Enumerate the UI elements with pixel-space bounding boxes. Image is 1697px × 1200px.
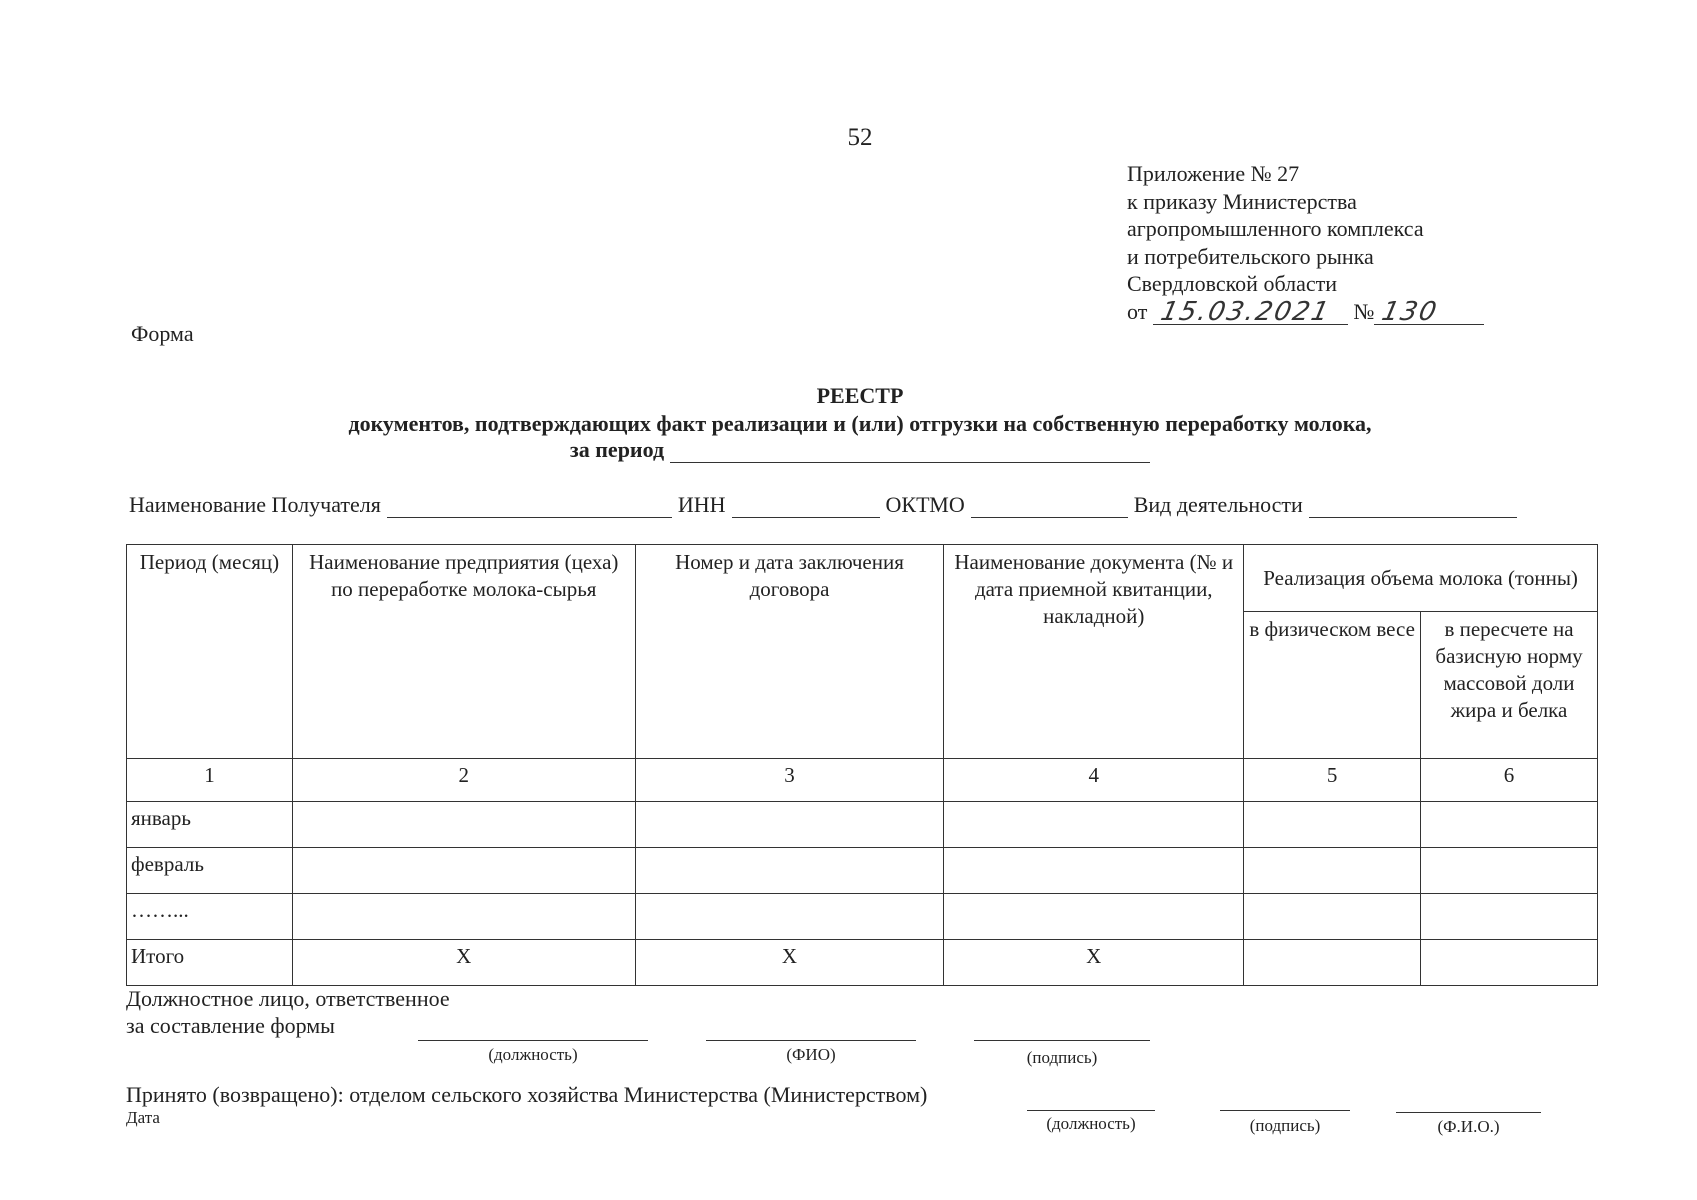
handwritten-date: 15.03.2021 [1157, 296, 1334, 327]
page-number: 52 [847, 124, 873, 151]
table-cell[interactable] [1244, 802, 1421, 848]
appendix-line: Приложение № 27 [1127, 161, 1300, 186]
header-enterprise: Наименование предприятия (цеха) по переработке молока-сырья [292, 545, 635, 759]
header-physical-weight: в физическом весе [1244, 612, 1421, 759]
table-header-row [127, 545, 1598, 612]
table-cell[interactable] [944, 894, 1244, 940]
registry-table [126, 544, 1598, 986]
activity-field[interactable] [1309, 497, 1517, 518]
appendix-block [1127, 160, 1484, 325]
caption-name: (ФИО) [786, 1045, 836, 1064]
caption-signature: (подпись) [1249, 1116, 1321, 1135]
table-row [127, 848, 1598, 894]
document-title: РЕЕСТР [816, 383, 904, 408]
table-total-row [127, 940, 1598, 986]
appendix-line: агропромышленного комплекса [1127, 216, 1424, 241]
table-row [127, 894, 1598, 940]
oktmo-field[interactable] [971, 497, 1128, 518]
form-label: Форма [131, 321, 194, 346]
row-label: Итого [127, 940, 293, 986]
date-label: Дата [126, 1108, 160, 1127]
table-cell[interactable] [1421, 848, 1598, 894]
accepted-signature-line[interactable] [1220, 1110, 1350, 1111]
name-line[interactable] [706, 1040, 916, 1041]
table-cell[interactable] [1421, 894, 1598, 940]
column-number: 3 [635, 759, 944, 802]
signature-line[interactable] [974, 1040, 1150, 1041]
header-realization: Реализация объема молока (тонны) [1244, 545, 1598, 612]
table-cell[interactable] [292, 802, 635, 848]
table-cell[interactable] [635, 802, 944, 848]
table-cell[interactable] [292, 848, 635, 894]
caption-position: (должность) [1046, 1114, 1136, 1133]
column-number: 6 [1421, 759, 1598, 802]
table-cell-x: Х [635, 940, 944, 986]
table-cell[interactable] [1244, 940, 1421, 986]
accepted-name-line[interactable] [1396, 1112, 1541, 1113]
table-cell[interactable] [944, 848, 1244, 894]
table-cell[interactable] [292, 894, 635, 940]
appendix-line: Свердловской области [1127, 271, 1337, 296]
table-cell-x: Х [944, 940, 1244, 986]
column-number-row [127, 759, 1598, 802]
table-row [127, 802, 1598, 848]
header-contract: Номер и дата заключения договора [635, 545, 944, 759]
caption-position: (должность) [488, 1045, 578, 1064]
recipient-name-field[interactable] [387, 497, 672, 518]
table-cell[interactable] [1244, 848, 1421, 894]
date-prefix: от [1127, 298, 1148, 324]
period-field[interactable] [670, 442, 1150, 463]
number-field [1374, 296, 1484, 327]
column-number: 4 [944, 759, 1244, 802]
column-number: 2 [292, 759, 635, 802]
document-subtitle: документов, подтверждающих факт реализации и (или) отгрузки на собственную переработку молока, [348, 411, 1372, 436]
caption-name: (Ф.И.О.) [1437, 1117, 1500, 1136]
appendix-date-row [1127, 298, 1484, 326]
table-cell[interactable] [1421, 802, 1598, 848]
column-number: 5 [1244, 759, 1421, 802]
oktmo-label: ОКТМО [885, 492, 965, 517]
activity-label: Вид деятельности [1133, 492, 1303, 517]
date-field [1153, 296, 1348, 327]
caption-signature: (подпись) [1026, 1048, 1098, 1067]
recipient-row [129, 492, 1523, 518]
table-cell[interactable] [635, 848, 944, 894]
inn-field[interactable] [732, 497, 880, 518]
header-period: Период (месяц) [127, 545, 293, 759]
responsible-label: Должностное лицо, ответственное [126, 986, 450, 1011]
table-cell[interactable] [944, 802, 1244, 848]
responsible-label: за составление формы [126, 1013, 335, 1038]
header-document: Наименование документа (№ и дата приемной квитанции, накладной) [944, 545, 1244, 759]
header-recalculated: в пересчете на базисную норму массовой доли жира и белка [1421, 612, 1598, 759]
table-cell[interactable] [635, 894, 944, 940]
number-prefix: № [1353, 298, 1375, 324]
row-label: январь [127, 802, 293, 848]
accepted-label: Принято (возвращено): отделом сельского хозяйства Министерства (Министерством) [126, 1082, 928, 1107]
recipient-name-label: Наименование Получателя [129, 492, 381, 517]
handwritten-number: 130 [1379, 296, 1442, 327]
table-cell-x: Х [292, 940, 635, 986]
column-number: 1 [127, 759, 293, 802]
row-label: ……... [127, 894, 293, 940]
period-row [0, 437, 1697, 463]
table-cell[interactable] [1421, 940, 1598, 986]
inn-label: ИНН [677, 492, 726, 517]
accepted-position-line[interactable] [1027, 1110, 1155, 1111]
position-line[interactable] [418, 1040, 648, 1041]
appendix-line: к приказу Министерства [1127, 188, 1357, 214]
appendix-line: и потребительского рынка [1127, 243, 1374, 269]
row-label: февраль [127, 848, 293, 894]
table-cell[interactable] [1244, 894, 1421, 940]
period-label: за период [569, 437, 665, 462]
